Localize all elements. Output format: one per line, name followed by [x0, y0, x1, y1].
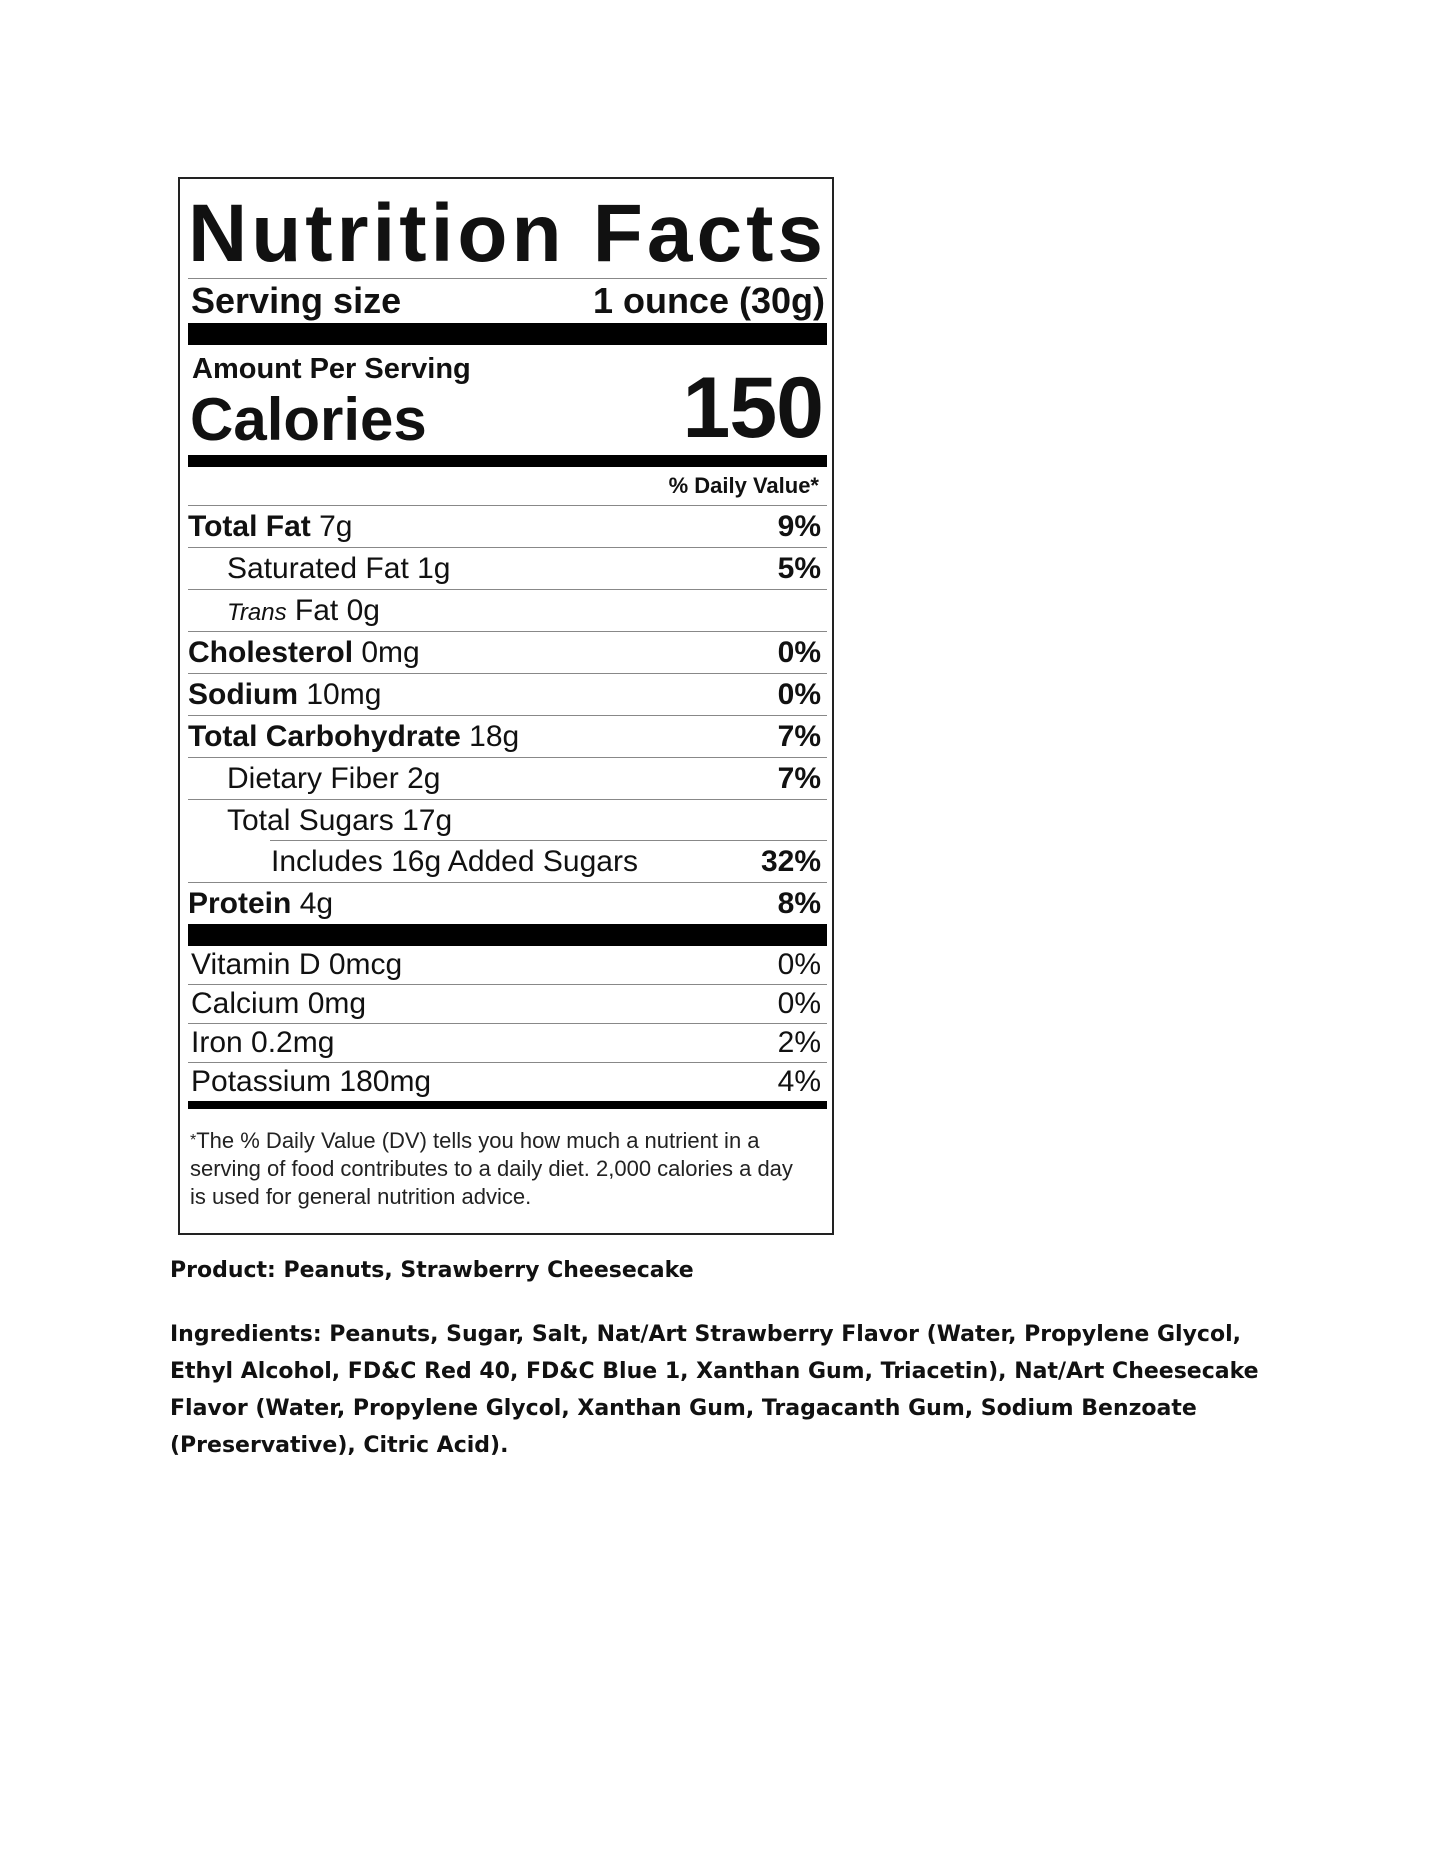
thick-divider [188, 924, 827, 946]
nutrient-name: Cholesterol [188, 635, 354, 669]
nutrient-amount: 0mg [361, 635, 420, 669]
title-word-facts: Facts [592, 188, 827, 279]
nutrient-name: Total Sugars [227, 803, 394, 837]
calories-value: 150 [682, 360, 823, 456]
serving-size-label: Serving size [191, 280, 402, 321]
vitamin-row-iron [188, 1023, 827, 1062]
footnote-asterisk: * [190, 1132, 197, 1149]
nutrient-dv: 0% [777, 677, 821, 711]
nutrient-dv: 9% [777, 509, 821, 543]
amount-per-serving-label: Amount Per Serving [192, 353, 471, 385]
vitamin-dv: 0% [777, 987, 821, 1020]
product-name: Product: Peanuts, Strawberry Cheesecake [170, 1258, 694, 1283]
nutrient-amount: 1g [417, 551, 451, 585]
nutrient-name: Total Fat [188, 509, 311, 543]
vitamin-name: Calcium 0mg [191, 987, 367, 1020]
footnote-text: The % Daily Value (DV) tells you how much a nutrient in a serving of food contributes to a daily diet. 2,000 calories a day is used for general nutrition advice. [190, 1128, 793, 1209]
nutrient-dv: 32% [760, 844, 821, 878]
daily-value-footnote [188, 1109, 827, 1211]
serving-size-value: 1 ounce (30g) [592, 280, 825, 321]
vitamin-dv: 0% [777, 948, 821, 981]
nutrient-row-total-sugars [188, 799, 827, 841]
nutrient-amount: 17g [402, 803, 453, 837]
nutrient-amount: 10mg [306, 677, 382, 711]
ingredients-list: Ingredients: Peanuts, Sugar, Salt, Nat/Art Strawberry Flavor (Water, Propylene Glycol, Ethyl Alcohol, FD&C Red 40, FD&C Blue 1, Xanthan Gum, Triacetin), Nat/Art Cheesecake Flavor (Water, Propylene Glycol, Xanthan Gum, Tragacanth Gum, Sodium Benzoate (Preservative), Citric Acid). [170, 1322, 1259, 1458]
nutrient-row-trans-fat [188, 589, 827, 631]
vitamin-row-calcium [188, 984, 827, 1023]
nutrition-facts-label [178, 177, 834, 1235]
nutrient-amount: 0g [346, 593, 380, 627]
vitamin-name: Vitamin D 0mcg [191, 948, 403, 981]
nutrient-name: Saturated Fat [227, 551, 409, 585]
nutrient-row-protein [188, 882, 827, 924]
nutrient-dv: 8% [777, 886, 821, 920]
calories-block [188, 345, 827, 455]
vitamin-name: Potassium 180mg [191, 1065, 432, 1098]
nutrient-amount: 4g [299, 886, 334, 920]
nutrient-name: Total Carbohydrate [188, 719, 461, 753]
vitamin-dv: 2% [777, 1026, 821, 1059]
nutrient-dv: 0% [777, 635, 821, 669]
calories-label: Calories [190, 386, 427, 453]
nutrient-amount: 2g [407, 761, 441, 795]
nutrient-row-added-sugars [188, 841, 827, 882]
vitamin-name: Iron 0.2mg [191, 1026, 335, 1059]
vitamin-dv: 4% [777, 1065, 821, 1098]
nutrient-amount: 18g [469, 719, 520, 753]
nutrient-row-saturated-fat [188, 547, 827, 589]
serving-size-row [188, 279, 827, 323]
nutrient-name: Protein [188, 886, 292, 920]
medium-divider [188, 1101, 827, 1109]
nutrient-name-italic: Trans [227, 598, 287, 626]
nutrient-name: Includes 16g Added Sugars [271, 844, 638, 878]
nutrient-name: Fat [294, 593, 339, 627]
nutrient-name: Sodium [188, 677, 298, 711]
nutrient-dv: 5% [777, 551, 821, 585]
vitamin-row-vitamin-d [188, 946, 827, 984]
nutrient-row-dietary-fiber [188, 757, 827, 799]
nutrient-dv: 7% [777, 719, 821, 753]
nutrient-row-sodium [188, 673, 827, 715]
nutrient-row-total-fat [188, 505, 827, 547]
nutrient-amount: 7g [319, 509, 353, 543]
nutrient-dv: 7% [777, 761, 821, 795]
vitamin-row-potassium [188, 1062, 827, 1101]
thick-divider [188, 323, 827, 345]
title-word-nutrition: Nutrition [188, 188, 566, 279]
nutrient-name: Dietary Fiber [227, 761, 399, 795]
nutrient-row-cholesterol [188, 631, 827, 673]
nutrient-row-total-carbohydrate [188, 715, 827, 757]
daily-value-header: % Daily Value* [668, 473, 819, 498]
nutrition-facts-title [188, 179, 827, 278]
